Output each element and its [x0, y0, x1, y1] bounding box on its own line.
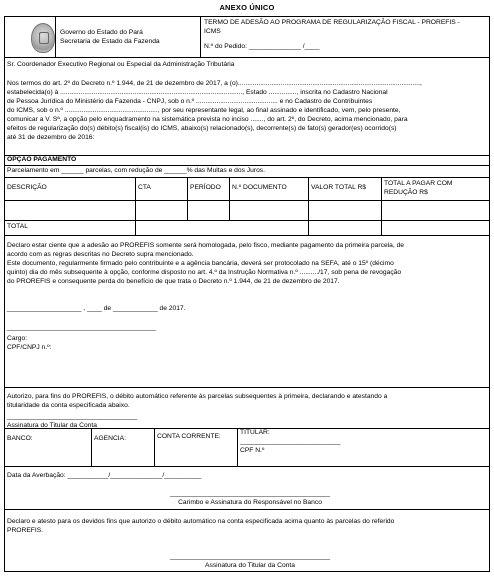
authorization-line1: Autorizo, para fins do PROREFIS, o débito automático referente às parcelas subsequentes à primeira, declarando e atestando a [7, 393, 388, 400]
intro-line-1: Nos termos do art. 2º do Decreto n.º 1.944, de 21 de dezembro de 2017, a (o).................................................................................................., [7, 80, 422, 87]
payment-heading-rule [5, 165, 489, 166]
header-bottom-rule [5, 57, 489, 58]
table-top-rule [5, 177, 489, 178]
intro-line-2: estabelecida(o) à .................................................................................................., Estado ..............., inscrita no Cadastro Nacional [7, 89, 388, 96]
cargo-field[interactable]: Cargo: [7, 335, 28, 342]
taxpayer-signature-line[interactable]: ________________________________________ [7, 324, 156, 331]
payment-option-heading: OPÇÃO PAGAMENTO [7, 156, 77, 163]
order-number-field[interactable]: N.º do Pedido: ______________ /____ [204, 43, 320, 50]
table-col-divider-1 [135, 177, 136, 235]
government-name: Governo do Estado do Pará [60, 29, 143, 36]
intro-line-6: efeitos de regularização do(s) débito(s) fiscal(is) do ICMS, abaixo(s) relacionado(s), decorrente(s) de fato(s) gerador(es) ocorrido(s) [7, 125, 397, 132]
table-header-rule [5, 200, 489, 201]
account-holder-caption: Assinatura do Titular da Conta [7, 422, 97, 429]
bank-col-divider-1 [91, 428, 92, 466]
account-holder-signature-line[interactable]: ___________________________________ [7, 413, 138, 420]
declaration-p2-line2: quinto) dia do mês subsequente à opção, conforme disposto no art. 4.º da Instrução Normativa n.º ........../17, sob pena de revogação [7, 269, 402, 276]
bank-officer-caption: Carimbo e Assinatura do Responsável no Banco [178, 499, 322, 506]
holder-cpf-field[interactable]: CPF N.º [240, 447, 265, 454]
table-col-divider-5 [381, 177, 382, 235]
col-header-documento: N.º DOCUMENTO [232, 184, 287, 191]
holder-name-line[interactable]: ___________________________ [240, 438, 341, 445]
cpf-cnpj-field[interactable]: CPF/CNPJ n.º: [7, 344, 52, 351]
final-section-top-rule [5, 509, 489, 510]
intro-line-7: até 31 de dezembro de 2016: [7, 134, 95, 141]
col-header-periodo: PERÍODO [190, 184, 221, 191]
col-header-cta: CTA [138, 184, 151, 191]
bank-col-divider-3 [237, 428, 238, 466]
table-col-divider-4 [308, 177, 309, 235]
holder-field[interactable]: TITULAR: [240, 429, 270, 436]
state-coat-of-arms-icon [31, 23, 55, 53]
bank-col-divider-2 [154, 428, 155, 466]
col-header-total-a-pagar-2: REDUÇÃO R$ [384, 189, 428, 196]
addressee-line: Sr. Coordenador Executivo Regional ou Especial da Administração Tributária [7, 61, 235, 68]
authorization-line2: titularidade da conta especificada abaixo. [7, 402, 130, 409]
agency-field[interactable]: AGENCIA: [94, 435, 126, 442]
term-title-line1: TERMO DE ADESÃO AO PROGRAMA DE REGULARIZAÇÃO FISCAL - PROREFIS - [204, 19, 460, 26]
table-col-divider-3 [229, 177, 230, 220]
term-title-line2: ICMS [204, 28, 221, 35]
bank-field[interactable]: BANCO: [7, 435, 33, 442]
table-body-rule [5, 220, 489, 221]
form-frame [4, 16, 490, 572]
declaration-p2-line1: Este documento, regularmente firmado pelo contribuinte e a agência bancária, deverá ser protocolado na SEFA, até o 15º (décimo [7, 260, 394, 267]
declaration-p1-line2: acordo com as regras descritas no Decreto supra mencionado. [7, 251, 194, 258]
secretariat-name: Secretaria de Estado da Fazenda [60, 38, 160, 45]
bank-row-bottom-rule [5, 466, 489, 467]
col-header-descricao: DESCRIÇÃO [7, 184, 47, 191]
intro-line-3: de Pessoa Jurídica do Ministério da Fazenda - CNPJ, sob o n.º ............................................ e no Cadastro de Contribuintes [7, 98, 373, 105]
header-divider-left [55, 17, 56, 57]
final-declaration-line1: Declaro e atesto para os devidos fins que autorizo o débito automático na conta especificada acima quanto às parcelas do referido [7, 518, 395, 525]
table-col-divider-2 [187, 177, 188, 220]
payment-top-rule [5, 155, 489, 156]
final-holder-signature-line[interactable]: ___________________________________________ [170, 553, 330, 560]
table-bottom-rule [5, 235, 489, 236]
declaration-p2-line3: do PROREFIS e consequente perda do benefício de que trata o Decreto n.º 1.944, de 21 de dezembro de 2017. [7, 278, 340, 285]
intro-line-4: do ICMS, sob o n.º .................................................., por seu representante legal, ao final assinado e identificado, vem, pelo presente, [7, 107, 401, 114]
authorization-top-rule [5, 387, 489, 388]
intro-line-5: comunicar a V. Sª, a opção pelo enquadramento na sistemática prevista no inciso ......., do art. 2º, do Decreto, acima mencionado, para [7, 116, 408, 123]
place-date-field[interactable]: ____________________ , ____ de ____________ de 2017. [7, 305, 186, 312]
table-total-label: TOTAL [7, 223, 28, 230]
col-header-total-a-pagar-1: TOTAL A PAGAR COM [384, 180, 453, 187]
account-field[interactable]: CONTA CORRENTE: [157, 433, 221, 440]
installments-field[interactable]: Parcelamento em ______ parcelas, com redução de ______% das Multas e dos Juros. [7, 167, 265, 174]
header-divider-right [200, 17, 201, 57]
registration-date-field[interactable]: Data da Averbação: ___________/______________/__________ [7, 472, 202, 479]
final-declaration-line2: PROREFIS. [7, 527, 44, 534]
declaration-p1-line1: Declaro estar ciente que a adesão ao PROREFIS somente será homologada, pelo fisco, mediante pagamento da primeira parcela, de [7, 242, 405, 249]
final-holder-caption: Assinatura do Titular da Conta [205, 562, 295, 569]
bank-officer-signature-line[interactable]: ___________________________________________ [170, 490, 330, 497]
annex-title: ANEXO ÚNICO [219, 3, 275, 12]
col-header-valor-total: VALOR TOTAL R$ [311, 184, 367, 191]
